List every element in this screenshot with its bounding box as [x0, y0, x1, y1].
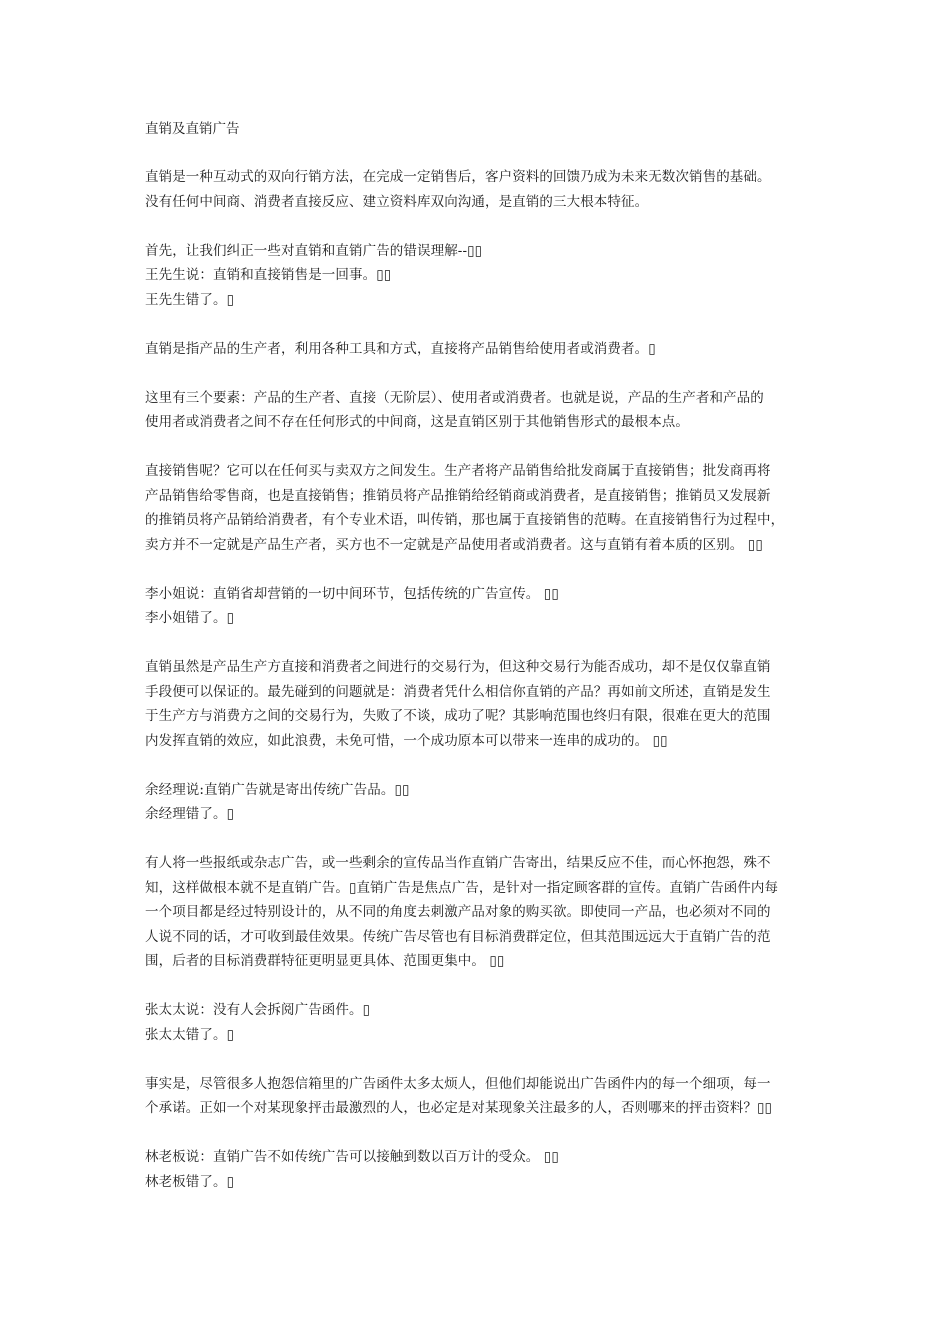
paragraph-line: 直销是一种互动式的双向行销方法，在完成一定销售后，客户资料的回馈乃成为未来无数次销售的基础。 — [145, 169, 771, 185]
paragraph-line: 卖方并不一定就是产品生产者，买方也不一定就是产品使用者或消费者。这与直销有着本质的区别。 ▯▯ — [145, 536, 763, 553]
paragraph-line: 李小姐说：直销省却营销的一切中间环节，包括传统的广告宣传。 ▯▯ — [145, 585, 559, 602]
paragraph-line: 首先，让我们纠正一些对直销和直销广告的错误理解--▯▯ — [145, 242, 483, 259]
paragraph-line: 张太太说：没有人会拆阅广告函件。▯ — [145, 1002, 371, 1018]
paragraph — [145, 778, 815, 827]
document-title: 直销及直销广告 — [145, 121, 240, 137]
paragraph-line: 使用者或消费者之间不存在任何形式的中间商，这是直销区别于其他销售形式的最根本点。 — [145, 414, 689, 430]
document-page — [145, 117, 815, 1219]
paragraph-line: 林老板错了。▯ — [145, 1173, 235, 1190]
paragraph — [145, 1072, 815, 1121]
paragraph-line: 余经理说:直销广告就是寄出传统广告品。▯▯ — [145, 781, 410, 798]
paragraph-line: 林老板说：直销广告不如传统广告可以接触到数以百万计的受众。 ▯▯ — [145, 1149, 559, 1165]
paragraph-line: 事实是，尽管很多人抱怨信箱里的广告函件太多太烦人，但他们却能说出广告函件内的每一个细项，每一 — [145, 1075, 771, 1092]
paragraph-line: 内发挥直销的效应，如此浪费，未免可惜，一个成功原本可以带来一连串的成功的。 ▯▯ — [145, 732, 668, 749]
paragraph-line: 围，后者的目标消费群特征更明显更具体、范围更集中。 ▯▯ — [145, 953, 505, 969]
paragraph-line: 李小姐错了。▯ — [145, 610, 235, 626]
paragraph-line: 王先生错了。▯ — [145, 291, 235, 308]
paragraph — [145, 1145, 815, 1194]
paragraph-line: 产品销售给零售商，也是直接销售；推销员将产品推销给经销商或消费者，是直接销售；推销员又发展新 — [145, 487, 771, 504]
paragraph-line: 一个项目都是经过特别设计的，从不同的角度去刺激产品对象的购买欲。即使同一产品，也必须对不同的 — [145, 904, 771, 920]
paragraph-line: 个承诺。正如一个对某现象抨击最激烈的人，也必定是对某现象关注最多的人，否则哪来的抨击资料？▯▯ — [145, 1100, 773, 1116]
paragraph-line: 有人将一些报纸或杂志广告，或一些剩余的宣传品当作直销广告寄出，结果反应不佳，而心怀抱怨，殊不 — [145, 855, 771, 871]
document-body — [145, 165, 815, 1194]
paragraph — [145, 337, 815, 362]
paragraph-line: 王先生说：直销和直接销售是一回事。▯▯ — [145, 267, 392, 283]
paragraph-line: 直销虽然是产品生产方直接和消费者之间进行的交易行为，但这种交易行为能否成功，却不是仅仅靠直销 — [145, 659, 771, 675]
paragraph-line: 这里有三个要素：产品的生产者、直接（无阶层）、使用者或消费者。也就是说，产品的生产者和产品的 — [145, 389, 764, 406]
paragraph — [145, 851, 815, 974]
paragraph — [145, 239, 815, 313]
paragraph — [145, 998, 815, 1047]
paragraph-line: 人说不同的话，才可收到最佳效果。传统广告尽管也有目标消费群定位，但其范围远远大于直销广告的范 — [145, 928, 771, 945]
paragraph-line: 知，这样做根本就不是直销广告。▯直销广告是焦点广告，是针对一指定顾客群的宣传。直销广告函件内每 — [145, 879, 779, 896]
paragraph — [145, 386, 815, 435]
paragraph-line: 的推销员将产品销给消费者，有个专业术语，叫传销，那也属于直接销售的范畴。在直接销售行为过程中， — [145, 512, 785, 528]
paragraph — [145, 582, 815, 631]
paragraph-line: 余经理错了。▯ — [145, 806, 235, 822]
paragraph — [145, 459, 815, 557]
paragraph-line: 直销是指产品的生产者，利用各种工具和方式，直接将产品销售给使用者或消费者。▯ — [145, 340, 656, 357]
paragraph-line: 张太太错了。▯ — [145, 1026, 235, 1043]
paragraph — [145, 655, 815, 753]
paragraph-line: 于生产方与消费方之间的交易行为，失败了不谈，成功了呢？其影响范围也终归有限，很难在更大的范围 — [145, 708, 771, 724]
paragraph-line: 直接销售呢？它可以在任何买与卖双方之间发生。生产者将产品销售给批发商属于直接销售；批发商再将 — [145, 463, 771, 479]
paragraph-line: 手段便可以保证的。最先碰到的问题就是：消费者凭什么相信你直销的产品？再如前文所述，直销是发生 — [145, 683, 771, 700]
paragraph — [145, 165, 815, 214]
paragraph-line: 没有任何中间商、消费者直接反应、建立资料库双向沟通，是直销的三大根本特征。 — [145, 193, 649, 210]
